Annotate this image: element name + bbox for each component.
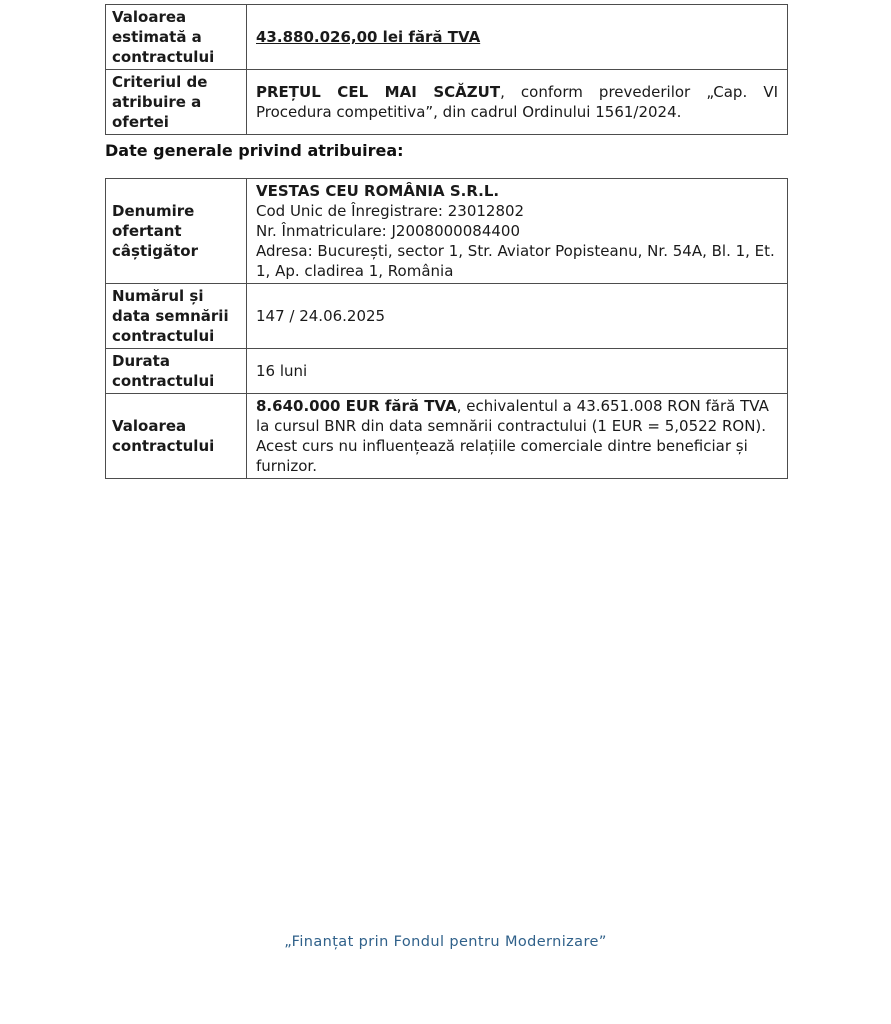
contract-value-cell xyxy=(247,394,788,479)
award-table xyxy=(105,178,788,479)
estimated-value-cell xyxy=(247,5,788,70)
contract-value-label: Valoarea contractului xyxy=(106,394,247,479)
table-row xyxy=(106,5,788,70)
winner-cui: Cod Unic de Înregistrare: 23012802 xyxy=(256,202,525,220)
winner-label: Denumire ofertant câștigător xyxy=(106,179,247,284)
winner-company-name: VESTAS CEU ROMÂNIA S.R.L. xyxy=(256,182,500,200)
contract-value-rest-text: , echivalentul a 43.651.008 RON fără TVA la cursul BNR din data semnării contractului (1 EUR = 5,0522 RON). Acest curs nu influențează relațiile comerciale dintre beneficiar și furnizor. xyxy=(256,397,769,475)
table-row xyxy=(106,349,788,394)
contract-number-label: Numărul și data semnării contractului xyxy=(106,284,247,349)
award-criterion-rest-text: , conform prevederilor „Cap. VI Procedura competitiva”, din cadrul Ordinului 1561/2024. xyxy=(256,83,778,121)
table-row xyxy=(106,284,788,349)
contract-number-value: 147 / 24.06.2025 xyxy=(247,284,788,349)
estimated-value-text: 43.880.026,00 lei fără TVA xyxy=(256,28,481,46)
duration-value: 16 luni xyxy=(247,349,788,394)
duration-label: Durata contractului xyxy=(106,349,247,394)
table-row xyxy=(106,394,788,479)
award-criterion-bold-text: PREȚUL CEL MAI SCĂZUT xyxy=(256,83,501,101)
table-row xyxy=(106,179,788,284)
contract-value-bold-text: 8.640.000 EUR fără TVA xyxy=(256,397,457,415)
award-criterion-label: Criteriul de atribuire a ofertei xyxy=(106,70,247,135)
funding-footer: „Finanțat prin Fondul pentru Modernizare” xyxy=(284,934,607,950)
winner-address: Adresa: București, sector 1, Str. Aviator Popisteanu, Nr. 54A, Bl. 1, Et. 1, Ap. cladirea 1, România xyxy=(256,242,775,280)
award-criterion-cell xyxy=(247,70,788,135)
section-heading: Date generale privind atribuirea: xyxy=(105,141,404,160)
summary-table xyxy=(105,4,788,135)
winner-cell xyxy=(247,179,788,284)
winner-registration-number: Nr. Înmatriculare: J2008000084400 xyxy=(256,222,520,240)
estimated-value-label: Valoarea estimată a contractului xyxy=(106,5,247,70)
table-row xyxy=(106,70,788,135)
